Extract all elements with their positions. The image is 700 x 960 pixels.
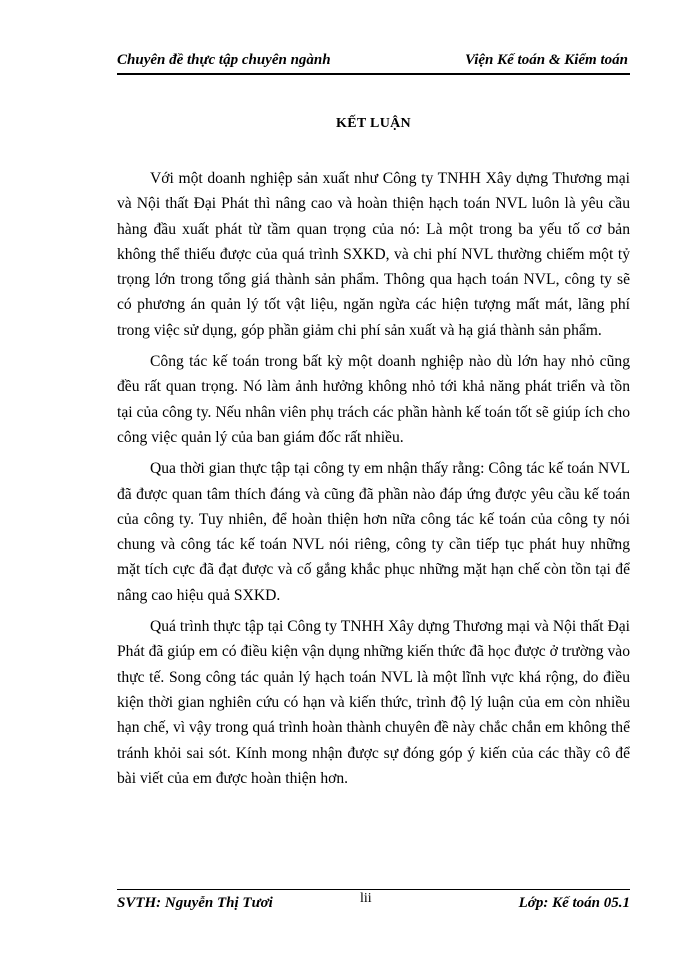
paragraph: Công tác kế toán trong bất kỳ một doanh nghiệp nào dù lớn hay nhỏ cũng đều rất quan trọng. Nó làm ảnh hưởng không nhỏ tới khả năng phát triển và tồn tại của công ty. Nếu nhân viên phụ trách các phần hành kế toán tốt sẽ giúp ích cho công việc quản lý của ban giám đốc rất nhiều. [117, 353, 630, 446]
footer-student-name: SVTH: Nguyễn Thị Tươi [117, 895, 273, 911]
paragraph: Quá trình thực tập tại Công ty TNHH Xây dựng Thương mại và Nội thất Đại Phát đã giúp em có điều kiện vận dụng những kiến thức đã học được ở trường vào thực tế. Song công tác quản lý hạch toán NVL là một lĩnh vực khá rộng, do điều kiện thời gian nghiên cứu có hạn và kiến thức, trình độ lý luận của em còn nhiều hạn chế, vì vậy trong quá trình hoàn thành chuyên đề này chắc chắn em không thể tránh khỏi sai sót. Kính mong nhận được sự đóng góp ý kiến của các thầy cô để bài viết của em được hoàn thiện hơn. [117, 618, 630, 787]
page-number: lii [360, 891, 372, 906]
page-header [117, 47, 630, 75]
page-title: KẾT LUẬN [336, 116, 411, 131]
header-left-text: Chuyên đề thực tập chuyên ngành [117, 52, 331, 68]
header-right-text: Viện Kế toán & Kiểm toán [465, 52, 628, 68]
body-text [117, 166, 630, 797]
paragraph: Qua thời gian thực tập tại công ty em nhận thấy rằng: Công tác kế toán NVL đã được quan tâm thích đáng và cũng đã phần nào đáp ứng được yêu cầu kế toán của công ty. Tuy nhiên, để hoàn thiện hơn nữa công tác kế toán của công ty nói chung và công tác kế toán NVL nói riêng, công ty cần tiếp tục phát huy những mặt tích cực đã đạt được và cố gắng khắc phục những mặt hạn chế còn tồn tại để nâng cao hiệu quả SXKD. [117, 460, 630, 604]
page-footer [117, 889, 630, 915]
footer-class-name: Lớp: Kế toán 05.1 [518, 895, 630, 911]
paragraph: Với một doanh nghiệp sản xuất như Công ty TNHH Xây dựng Thương mại và Nội thất Đại Phát thì nâng cao và hoàn thiện hạch toán NVL luôn là yêu cầu hàng đầu xuất phát từ tầm quan trọng của nó: Là một trong ba yếu tố cơ bản không thể thiếu được của quá trình SXKD, và chi phí NVL thường chiếm một tỷ trọng lớn trong tổng giá thành sản phẩm. Thông qua hạch toán NVL, công ty sẽ có phương án quản lý tốt vật liệu, ngăn ngừa các hiện tượng mất mát, lãng phí trong việc sử dụng, góp phần giảm chi phí sản xuất và hạ giá thành sản phẩm. [117, 170, 630, 339]
